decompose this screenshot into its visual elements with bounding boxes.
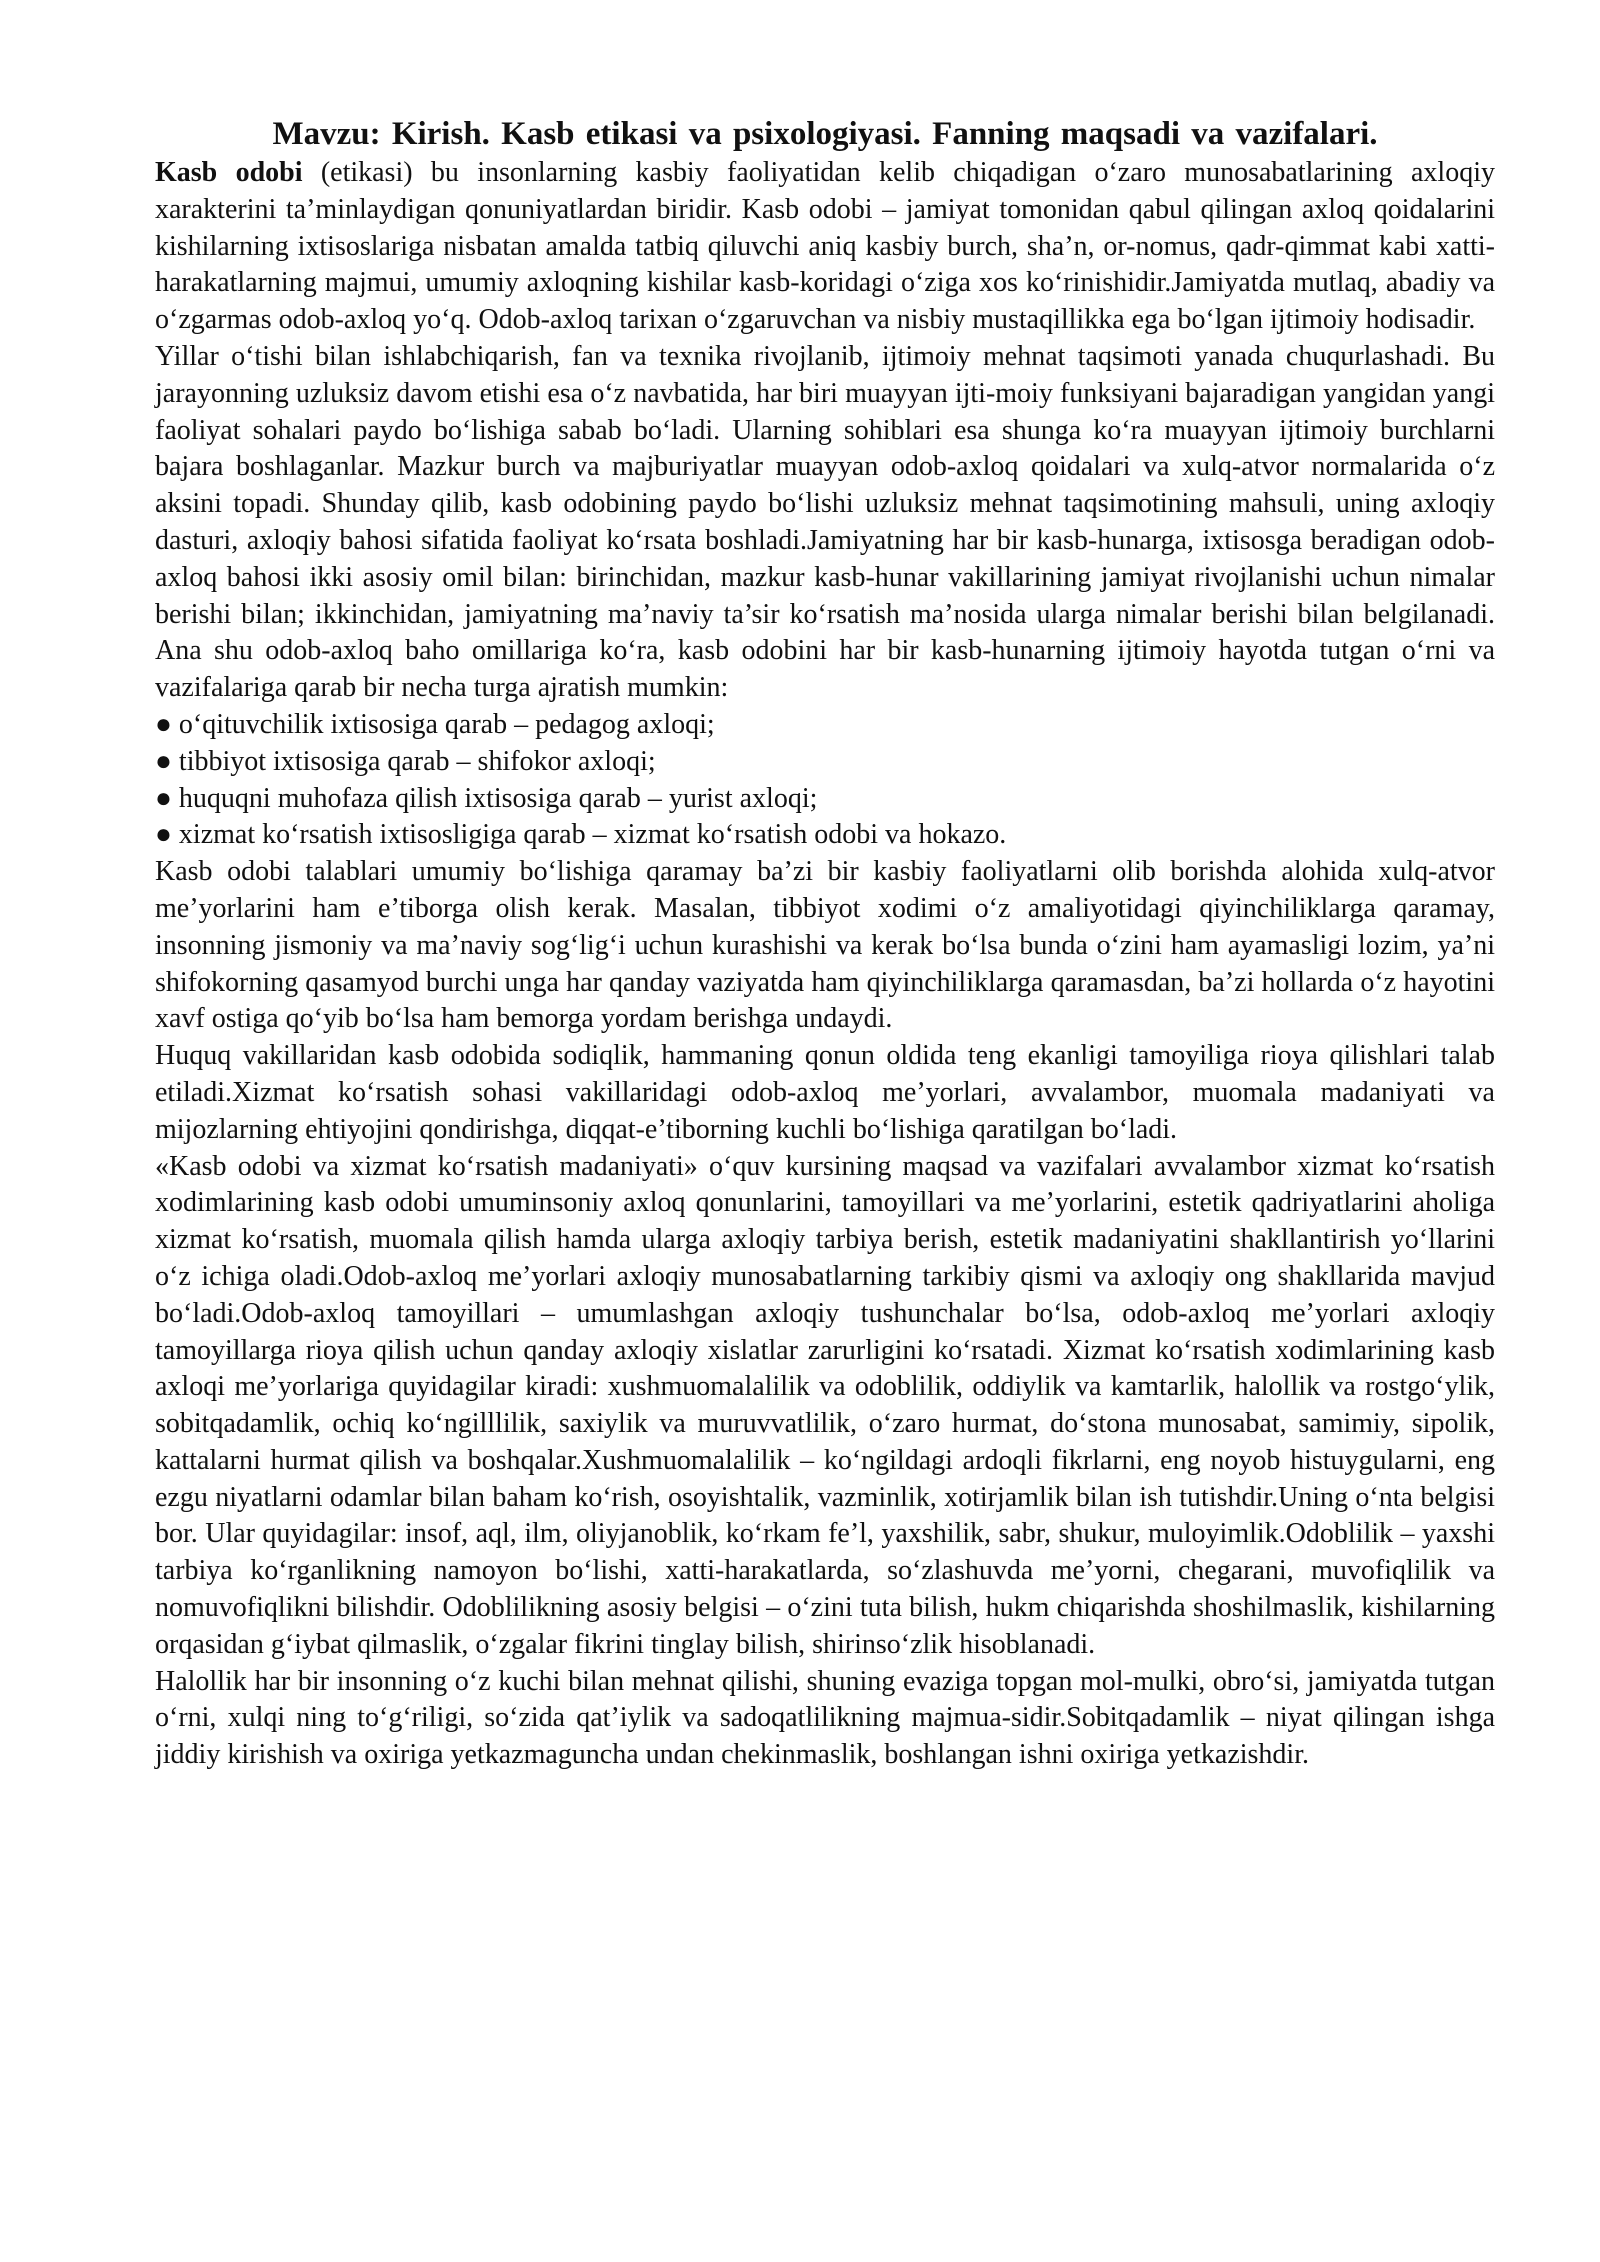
page-title: Mavzu: Kirish. Kasb etikasi va psixologiyasi. Fanning maqsadi va vazifalari. [272, 116, 1378, 152]
list-item: ● xizmat ko‘rsatish ixtisosligiga qarab – xizmat ko‘rsatish odobi va hokazo. [155, 819, 1007, 851]
lead-term: Kasb odobi [155, 157, 303, 188]
paragraph-2: Yillar o‘tishi bilan ishlabchiqarish, fan va texnika rivojlanib, ijtimoiy mehnat taqsimoti yanada chuqurlashadi. Bu jarayonning uzluksiz davom etishi esa o‘z navbatida, har biri muayyan ijti-moiy funksiyani bajaradigan yangidan yangi faoliyat sohalari paydo bo‘lishiga sabab bo‘ladi. Ularning sohiblari esa shunga ko‘ra muayyan ijtimoiy burchlarni bajara boshlaganlar. Mazkur burch va majburiyatlar muayyan odob-axloq qoidalari va xulq-atvor normalarida o‘z aksini topadi. Shunday qilib, kasb odobining paydo bo‘lishi uzluksiz mehnat taqsimotining mahsuli, uning axloqiy dasturi, axloqiy bahosi sifatida faoliyat ko‘rsata boshladi.Jamiyatning har bir kasb-hunarga, ixtisosga beradigan odob-axloq bahosi ikki asosiy omil bilan: birinchidan, mazkur kasb-hunar vakillarining jamiyat rivojlanishi uchun nimalar berishi bilan; ikkinchidan, jamiyatning ma’naviy ta’sir ko‘rsatish ma’nosida ularga nimalar berishi bilan belgilanadi. Ana shu odob-axloq baho omillariga ko‘ra, kasb odobini har bir kasb-hunarning ijtimoiy hayotda tutgan o‘rni va vazifalariga qarab bir necha turga ajratish mumkin: [155, 340, 1495, 704]
bullet-list [155, 707, 1495, 854]
document-page [155, 115, 1495, 1774]
list-item: ● tibbiyot ixtisosiga qarab – shifokor axloqi; [155, 745, 656, 777]
intro-paragraph [155, 155, 1495, 339]
paragraph-4: Huquq vakillaridan kasb odobida sodiqlik, hammaning qonun oldida teng ekanligi tamoyiliga rioya qilishlari talab etiladi.Xizmat ko‘rsatish sohasi vakillaridagi odob-axloq me’yorlari, avvalambor, muomala madaniyati va mijozlarning ehtiyojini qondirishga, diqqat-e’tiborning kuchli bo‘lishiga qaratilgan bo‘ladi. [155, 1040, 1495, 1145]
paragraph-3: Kasb odobi talablari umumiy bo‘lishiga qaramay ba’zi bir kasbiy faoliyatlarni olib borishda alohida xulq-atvor me’yorlarini ham e’tiborga olish kerak. Masalan, tibbiyot xodimi o‘z amaliyotidagi qiyinchiliklarga qaramay, insonning jismoniy va ma’naviy sog‘lig‘i uchun kurashishi va kerak bo‘lsa bunda o‘zini ham ayamasligi lozim, ya’ni shifokorning qasamyod burchi unga har qanday vaziyatda ham qiyinchiliklarga qaramasdan, ba’zi hollarda o‘z hayotini xavf ostiga qo‘yib bo‘lsa ham bemorga yordam berishga undaydi. [155, 856, 1495, 1035]
paragraph-5: «Kasb odobi va xizmat ko‘rsatish madaniyati» o‘quv kursining maqsad va vazifalari avvalambor xizmat ko‘rsatish xodimlarining kasb odobi umuminsoniy axloq qonunlarini, tamoyillari va me’yorlarini, estetik qadriyatlarini aholiga xizmat ko‘rsatish, muomala qilish hamda ularga axloqiy tarbiya berish, estetik madaniyatini shakllantirish yo‘llarini o‘z ichiga oladi.Odob-axloq me’yorlari axloqiy munosabatlarning tarkibiy qismi va axloqiy ong shakllarida mavjud bo‘ladi.Odob-axloq tamoyillari – umumlashgan axloqiy tushunchalar bo‘lsa, odob-axloq me’yorlari axloqiy tamoyillarga rioya qilish uchun qanday axloqiy xislatlar zarurligini ko‘rsatadi. Xizmat ko‘rsatish xodimlarining kasb axloqi me’yorlariga quyidagilar kiradi: xushmuomalalilik va odoblilik, oddiylik va kamtarlik, halollik va rostgo‘ylik, sobitqadamlik, ochiq ko‘ngilllilik, saxiylik va muruvvatlilik, o‘zaro hurmat, do‘stona munosabat, samimiy, sipolik, kattalarni hurmat qilish va boshqalar.Xushmuomalalilik – ko‘ngildagi ardoqli fikrlarni, eng noyob histuygularni, eng ezgu niyatlarni odamlar bilan baham ko‘rish, osoyishtalik, vazminlik, xotirjamlik bilan ish tutishdir.Uning o‘nta belgisi bor. Ular quyidagilar: insof, aql, ilm, oliyjanoblik, ko‘rkam fe’l, yaxshilik, sabr, shukur, muloyimlik.Odoblilik – yaxshi tarbiya ko‘rganlikning namoyon bo‘lishi, xatti-harakatlarda, so‘zlashuvda me’yorni, chegarani, muvofiqlilik va nomuvofiqlikni bilishdir. Odoblilikning asosiy belgisi – o‘zini tuta bilish, hukm chiqarishda shoshilmaslik, kishilarning orqasidan g‘iybat qilmaslik, o‘zgalar fikrini tinglay bilish, shirinso‘zlik hisoblanadi. [155, 1150, 1495, 1660]
list-item: ● o‘qituvchilik ixtisosiga qarab – pedagog axloqi; [155, 708, 715, 740]
list-item: ● huquqni muhofaza qilish ixtisosiga qarab – yurist axloqi; [155, 782, 818, 814]
intro-text: (etikasi) bu insonlarning kasbiy faoliyatidan kelib chiqadigan o‘zaro munosabatlarining axloqiy xarakterini ta’minlaydigan qonuniyatlardan biridir. Kasb odobi – jamiyat tomonidan qabul qilingan axloq qoidalarini kishilarning ixtisoslariga nisbatan amalda tatbiq qiluvchi aniq kasbiy burch, sha’n, or-nomus, qadr-qimmat kabi xatti-harakatlarning majmui, umumiy axloqning kishilar kasb-koridagi o‘ziga xos ko‘rinishidir.Jamiyatda mutlaq, abadiy va o‘zgarmas odob-axloq yo‘q. Odob-axloq tarixan o‘zgaruvchan va nisbiy mustaqillikka ega bo‘lgan ijtimoiy hodisadir. [155, 157, 1495, 336]
paragraph-6: Halollik har bir insonning o‘z kuchi bilan mehnat qilishi, shuning evaziga topgan mol-mulki, obro‘si, jamiyatda tutgan o‘rni, xulqi ning to‘g‘riligi, so‘zida qat’iylik va sadoqatlilikning majmua-sidir.Sobitqadamlik – niyat qilingan ishga jiddiy kirishish va oxiriga yetkazmaguncha undan chekinmaslik, boshlangan ishni oxiriga yetkazishdir. [155, 1665, 1495, 1771]
